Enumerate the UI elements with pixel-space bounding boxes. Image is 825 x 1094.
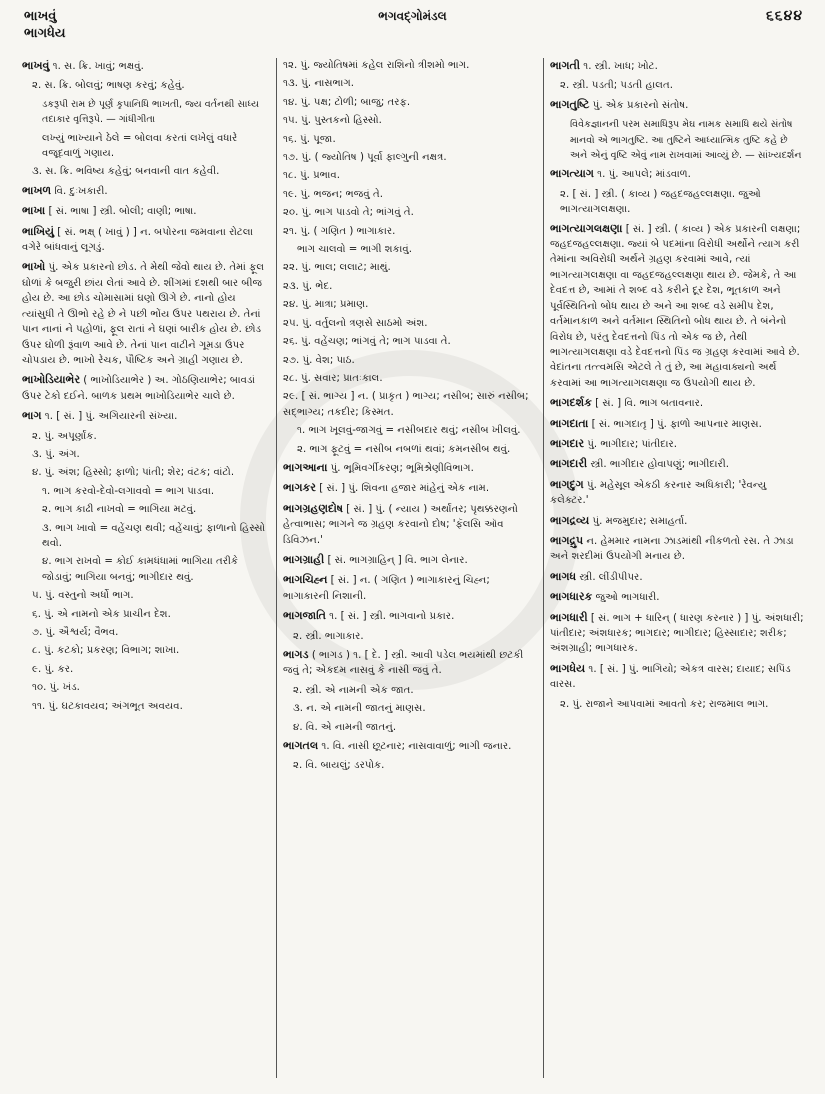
dictionary-entry (283, 647, 537, 679)
definition-text: ૧. સ. ક્રિ. ખાવું; ભક્ષવું. (52, 61, 144, 72)
dictionary-entry (550, 166, 805, 182)
headword: ભાગગ્રહણદોષ (283, 501, 344, 515)
page-number: ૬૬૪૪ (765, 8, 803, 24)
definition-text: ૨૮. પું. સવાર; પ્રાતઃકાલ. (283, 372, 383, 384)
definition-text: ૧. સ્ત્રી. ખાધ; ખોટ. (583, 61, 658, 72)
entry-sense (283, 132, 537, 147)
entry-sense (283, 316, 537, 331)
entry-sense (283, 353, 537, 368)
definition-text: ૧૯. પું. ભજન; ભજવું તે. (283, 188, 383, 200)
definition-text: ૬. પું. એ નામનો એક પ્રાચીન દેશ. (32, 608, 171, 620)
definition-text: વિવેકજ્ઞાનની પરમ સમાધિરૂપ મેઘ નામક સમાધિ થયે સંતોષ માનવો એ ભાગતુષ્ટિ. આ તુષ્ટિને આધ્યાત્મિક તુષ્ટિ કહે છે અને એનું વૃષ્ટિ એવું નામ રાખવામાં આવ્યું છે. — સાંખ્યદર્શન (570, 119, 802, 162)
definition-text: [ સં. ભક્ષ્ ( ખાવું ) ] ન. બપોરના જમવાના રોટલા વગેરે બાંધવાનું લૂગડું. (22, 226, 254, 254)
definition-text: ૫. પું. વસ્તુનો અર્ધો ભાગ. (32, 590, 134, 602)
headword: ભાખળ (22, 183, 52, 197)
entry-sense (22, 521, 270, 552)
entry-sense (283, 150, 537, 165)
definition-text: ૧. પું. આપલે; માંડવાળ. (597, 169, 691, 181)
definition-text: ૩. પું. અંગ. (32, 448, 80, 460)
dictionary-entry (22, 203, 270, 219)
entry-sense (22, 643, 270, 658)
headword: ભાગકર (283, 481, 316, 495)
definition-text: [ સં. ભાગદાતૃ ] પું. ફાળો આપનાર માણસ. (591, 418, 762, 430)
definition-text: ૨. ભાગ કાઢી નાખવો = ભાગિયા મટવું. (42, 504, 197, 516)
headword: ભાગચિહ્ન (283, 573, 328, 587)
headword: ભાખિયું (22, 224, 55, 238)
entry-sense (22, 680, 270, 695)
guide-word-last: ભાગધેય (24, 26, 66, 41)
entry-sense (550, 117, 805, 163)
definition-text: સ્ત્રી. ભાગીદાર હોવાપણું; ભાગીદારી. (590, 459, 729, 471)
dictionary-entry (550, 589, 805, 605)
entry-sense (283, 187, 537, 202)
definition-text: [ સં. ] પું. ( ન્યાય ) અર્થાંતર; પૃથક્કરણનો હેત્વાભાસ; ભાગને જ ગ્રહણ કરવાનો દોષ; 'ફૅલસિ ઑવ ડિવિઝન.' (283, 503, 518, 546)
definition-text: [ સં. ભાષા ] સ્ત્રી. બોલી; વાણી; ભાષા. (48, 206, 197, 218)
definition-text: વિ. દુઃખકારી. (54, 185, 108, 197)
entry-sense (550, 78, 805, 93)
headword: ભાગડ (283, 648, 309, 661)
definition-text: ૪. વિ. એ નામની જાતનું. (293, 721, 397, 733)
headword: ભાગદારી (550, 457, 588, 471)
definition-text: [ સં. ભાગગ્રાહિન્ ] વિ. ભાગ લેનાર. (327, 554, 468, 566)
definition-text: ૧. [ સં. ] સ્ત્રી. ભાગવાનો પ્રકાર. (329, 611, 455, 623)
page-header (0, 0, 825, 52)
definition-text: ૧. ભાગ કરવો-દેવો-લગાવવો = ભાગ પાડવા. (42, 485, 215, 497)
entry-sense (22, 625, 270, 640)
column-1 (22, 58, 270, 1088)
definition-text: ૨૪. પું. માત્રા; પ્રમાણ. (283, 299, 369, 311)
entry-sense (283, 371, 537, 386)
definition-text: [ સં. ] પું. શિવના હજાર માંહેનું એક નામ. (319, 483, 490, 495)
dictionary-entry (550, 97, 805, 113)
headword: ભાગધારી (550, 610, 588, 624)
entry-sense (22, 699, 270, 714)
headword: ભાગદર્શક (550, 396, 592, 410)
definition-text: પું. ભૂમિવર્ગીકરણ; ભૂમિશ્રેણીવિભાગ. (330, 462, 474, 474)
definition-text: ડકરૂપી રામ છે પૂર્ણ કૃપાનિધિ ભાખતી, જ્ય વર્તનથી સાધ્ય તદાકાર વૃત્તિરૂપે. — ગાંધીગીતા (42, 98, 260, 126)
entry-sense (283, 224, 537, 239)
dictionary-entry (550, 436, 805, 452)
entry-sense (283, 279, 537, 294)
definition-text: ૧૫. પું. પુસ્તકનો હિસ્સો. (283, 115, 382, 127)
headword: ભાગદુગ (550, 477, 584, 491)
definition-text: ૨૦. પું. ભાગ પાડવો તે; ભાંગવું તે. (283, 207, 414, 219)
dictionary-entry (22, 259, 270, 368)
definition-text: ૨. વિ. બાયલું; ડરપોક. (293, 760, 385, 772)
entry-sense (22, 447, 270, 462)
definition-text: ૨. સ્ત્રી. પડતી; પડતી હાલત. (560, 80, 673, 92)
dictionary-entry (283, 480, 537, 496)
entry-sense (283, 168, 537, 183)
entry-sense (283, 205, 537, 220)
entry-sense (283, 758, 537, 773)
entry-sense (550, 697, 805, 712)
definition-text: ૨૧. પું. ( ગણિત ) ભાગાકાર. (283, 225, 396, 237)
headword: ભાગત્યાગલક્ષણા (550, 221, 623, 235)
definition-text: [ સં. ] વિ. ભાગ બતાવનાર. (595, 398, 704, 410)
definition-text: ૨. પું. અપૂર્ણાંક. (32, 430, 97, 442)
entry-sense (22, 131, 270, 162)
entry-sense (283, 701, 537, 716)
dictionary-entry (550, 416, 805, 432)
dictionary-entry (550, 477, 805, 509)
entry-sense (283, 260, 537, 275)
dictionary-entry (283, 552, 537, 568)
dictionary-entry (283, 608, 537, 624)
definition-text: ૮. પું. કટકો; પ્રકરણ; વિભાગ; શાખા. (32, 645, 180, 657)
entry-sense (550, 187, 805, 218)
definition-text: ૪. ભાગ રાખવો = કોઈ કામધંધામાં ભાગિયા તરીકે જોડાવું; ભાગિયા બનવું; ભાગીદાર થવું. (42, 556, 239, 583)
entry-sense (283, 58, 537, 73)
entry-sense (283, 76, 537, 91)
definition-text: ૨. સ્ત્રી. ભાગાકાર. (293, 630, 364, 642)
column-2 (283, 58, 537, 1088)
headword: ભાગ (22, 409, 42, 423)
dictionary-entry (550, 221, 805, 391)
dictionary-entry (283, 501, 537, 548)
column-divider (543, 58, 544, 1078)
dictionary-entry (550, 58, 805, 74)
definition-text: ૨૯. [ સં. ભાગ્ય ] ન. ( પ્રાકૃત ) ભાગ્ય; નસીબ; સારું નસીબ; સદ્ભાગ્ય; તકદીર; કિસ્મત. (283, 391, 529, 418)
definition-text: ૧૭. પું. ( જ્યોતિષ ) પૂર્વા ફાલ્ગુની નક્ષત્ર. (283, 152, 447, 164)
definition-text: ૨૬. પું. વહેંચણ; ભાંગવું તે; ભાગ પાડવા તે. (283, 336, 451, 348)
dictionary-entry (22, 58, 270, 74)
definition-text: ૨. પું. રાજાને આપવામાં આવતો કર; રાજમાલ ભાગ. (560, 698, 769, 710)
headword: ભાગતલ (283, 739, 319, 753)
headword: ભાગઆના (283, 460, 328, 474)
definition-text: ૪. પું. અંશ; હિસ્સો; ફાળો; પાંતી; શેર; વંટક; વાંટો. (32, 467, 235, 479)
definition-text: પું. ભાગીદાર; પાંતીદાર. (587, 438, 677, 450)
definition-text: જુઓ ભાગધારી. (595, 592, 660, 604)
definition-text: ૨. સ. ક્રિ. બોલવું; ભાષણ કરવું; કહેવું. (32, 80, 185, 92)
entry-sense (22, 662, 270, 677)
definition-text: [ સં. ભાગ + ધારિન્ ( ધારણ કરનાર ) ] પું. અંશધારી; પાંતીદાર; અંશધારક; ભાગદાર; ભાગીદાર; હિસ્સાદાર; શરીક; અંશગ્રાહી; ભાગધારક. (550, 612, 804, 655)
definition-text: સ્ત્રી. લીંડીપીપર. (579, 571, 643, 583)
headword: ભાગદાર (550, 436, 585, 450)
definition-text: ૨. ભાગ ફૂટવું = નસીબ નબળાં થવાં; કમનસીબ થવું. (297, 443, 511, 455)
headword: ભાગધ (550, 569, 577, 583)
dictionary-entry (283, 460, 537, 476)
definition-text: પું. મજમુદાર; સમાહર્તા. (592, 515, 688, 527)
definition-text: ૩. ભાગ ખાવો = વહેંચણ થવી; વહેંચાવું; ફાળાનો હિસ્સો થવો. (42, 522, 266, 549)
definition-text: ૨૫. પું. વર્તુલનો ત્રણસે સાઠમો અંશ. (283, 317, 428, 329)
headword: ભાખા (22, 204, 46, 218)
definition-text: ભાગ ચાલવો = ભાગી શકાવું. (297, 244, 412, 256)
headword: ભાગજાતિ (283, 609, 326, 623)
dictionary-entry (550, 533, 805, 565)
entry-sense (283, 629, 537, 644)
dictionary-entry (550, 661, 805, 693)
definition-text: ૩. સ. ક્રિ. ભવિષ્ય કહેવું; બનવાની વાત કહેવી. (32, 166, 220, 178)
entry-sense (22, 465, 270, 480)
definition-text: ૨. સ્ત્રી. એ નામની એક જાત. (293, 684, 414, 696)
headword: ભાગત્યાગ (550, 167, 594, 181)
definition-text: [ સં. ] ન. ( ગણિત ) ભાગાકારનું ચિહ્ન; ભાગાકારની નિશાની. (283, 575, 490, 602)
dictionary-entry (22, 372, 270, 404)
entry-sense (283, 242, 537, 257)
headword: ભાગતી (550, 59, 580, 72)
entry-sense (283, 334, 537, 349)
column-3 (550, 58, 805, 1088)
running-title: ભગવદ્ગોમંડલ (378, 9, 447, 23)
definition-text: ન. હેમમાર નામના ઝાડમાંથી નીકળતો રસ. તે ઝાડા અને શરદીમાં ઉપયોગી મનાય છે. (550, 535, 794, 563)
definition-text: ૩. ન. એ નામની જાતનું માણસ. (293, 703, 426, 715)
dictionary-entry (22, 224, 270, 256)
definition-text: ૧૩. પું. નાસભાગ. (283, 78, 354, 90)
definition-text: ૯. પું. કર. (32, 663, 74, 675)
definition-text: ૭. પું. ઐશ્વર્ય; વૈભવ. (32, 627, 119, 638)
headword: ભાખવું (22, 59, 50, 72)
dictionary-entry (22, 183, 270, 199)
entry-sense (22, 554, 270, 585)
definition-text: ૧. વિ. નાસી છૂટનાર; નાસવાવાળું; ભાગી જનાર. (321, 741, 512, 753)
dictionary-entry (550, 513, 805, 529)
definition-text: ૨૭. પું. વેશ; પાઠ. (283, 354, 355, 366)
headword: ભાગધારક (550, 590, 593, 604)
definition-text: ૧. [ સં. ] પું. અગિયારની સંખ્યા. (44, 411, 178, 423)
definition-text: પું. એક પ્રકારનો છોડ. તે મેથી જેવો થાય છે. તેમાં ફૂલ ઘોળાં કે બજુરી છાંય લેતાં આવે છે. શીંગમાં દશથી બાર બીજ હોય છે. આ છોડ ચોમાસામાં ઘણો ઊગે છે. નાનો હોય ત્યાંસુધી તે ઊભો રહે છે ને પછી ભોંય ઉપર પથરાય છે. તેનાં પાન નાનાં ને પહોળાં, ફૂલ રાતાં ને ઘણાં બારીક હોય છે. છોડ ઉપર ઘોળી રૂંવાળ આવે છે. તેનાં પાન વાટીને ગૂમડા ઉપર ચોપડાય છે. ભાખો રેચક, પૌષ્ટિક અને ગ્રાહી ગણાય છે. (22, 262, 265, 366)
headword: ભાગદ્રુપ (550, 533, 584, 547)
entry-sense (283, 297, 537, 312)
guide-word-first: ભાખવું (24, 9, 57, 24)
dictionary-entry (550, 456, 805, 472)
entry-sense (283, 389, 537, 420)
definition-text: ૧૬. પું. પૂજા. (283, 133, 336, 145)
entry-sense (22, 484, 270, 499)
definition-text: ( ભાખોડિયાભેર ) અ. ગોઠણિયાભેર; બાવડાં ઉપર ટેકો દઈને. બાળક પ્રથમ ભાખોડિયાભેર ચાલે છે. (22, 375, 256, 402)
definition-text: ૧. [ સં. ] પું. ભાગિયો; એકત્ર વારસ; દાયાદ; સપિંડ વારસ. (550, 663, 791, 691)
guide-words (24, 8, 66, 42)
dictionary-entry (283, 738, 537, 754)
definition-text: ૧. ભાગ ખૂલવું-જાગવું = નસીબદાર થવું; નસીબ ખીલવું. (297, 425, 521, 437)
definition-text: પું. મહેસૂલ એકઠી કરનાર અધિકારી; 'રેવન્યુ કલેક્ટર.' (550, 479, 767, 507)
definition-text: ૧૧. પું. ઘટકાવયવ; અંગભૂત અવયવ. (32, 700, 183, 712)
definition-text: [ સં. ] સ્ત્રી. ( કાવ્ય ) એક પ્રકારની લક્ષણા; જહદજહલ્લક્ષણા. જ્યાં બે પદમાંના વિરોધી અર્થોને ત્યાગ કરી તેમાંના અવિરોધી અર્થને ગ્રહણ કરવામાં આવે, ત્યાં ભાગત્યાગલક્ષણા વા જહદજહલ્લક્ષણા થાય છે. જેમકે, તે આ દેવદત્ત છે, આમાં તે શબ્દ વડે કરીને દૂર દેશ, ભૂતકાળ અને પૂર્વસ્થિતિનો બોધ થાય છે અને આ શબ્દ વડે સમીપ દેશ, વર્તમાનકાળ અને વર્તમાન સ્થિતિનો બોધ થાય છે. તે બંનેનો વિરોધ છે, પરંતુ દેવદત્તનો પિંડ તો એક જ છે, તેથી ભાગત્યાગલક્ષણા વડે દેવદત્તનો પિંડ જ ગ્રહણ કરવામાં આવે છે. વેદાંતના તત્ત્વમસિ એટલે તે તું છે, આ મહાવાક્યનો અર્થ કરવામાં આ ભાગત્યાગલક્ષણા જ ઉપયોગી થાય છે. (550, 223, 801, 389)
dictionary-entry (550, 610, 805, 657)
dictionary-entry (283, 572, 537, 604)
definition-text: ૧૪. પું. પક્ષ; ટોળી; બાજુ; તરફ. (283, 96, 411, 108)
headword: ભાખોડિયાભેર (22, 373, 81, 387)
headword: ભાગગ્રાહી (283, 552, 325, 566)
definition-text: લખ્યું ભાખ્યાને ઠેલે = બોલવા કરતાં લખેલું વધારે વજૂદવાળું ગણાય. (42, 132, 238, 160)
headword: ભાગધેય (550, 661, 586, 675)
definition-text: ૧૮. પું. પ્રભાવ. (283, 170, 341, 182)
headword: ભાખો (22, 260, 46, 274)
definition-text: પું. એક પ્રકારનો સંતોષ. (592, 99, 689, 111)
entry-sense (22, 429, 270, 444)
entry-sense (283, 720, 537, 735)
entry-sense (22, 78, 270, 93)
column-divider (276, 58, 277, 1078)
entry-sense (22, 607, 270, 622)
entry-sense (22, 502, 270, 517)
headword: ભાગતુષ્ટિ (550, 97, 590, 111)
entry-sense (283, 442, 537, 457)
entry-sense (22, 97, 270, 128)
entry-sense (22, 164, 270, 179)
definition-text: ૨૨. પું. ભાલ; લલાટ; માથું. (283, 262, 391, 274)
entry-sense (283, 95, 537, 110)
entry-sense (283, 683, 537, 698)
entry-sense (22, 588, 270, 603)
dictionary-entry (550, 569, 805, 585)
headword: ભાગદ્રવ્ય (550, 513, 590, 527)
definition-text: ૨૩. પું. ભેદ. (283, 280, 333, 292)
dictionary-entry (550, 395, 805, 411)
dictionary-entry (22, 408, 270, 424)
definition-text: ૧૦. પું. ખંડ. (32, 682, 80, 694)
definition-text: ૨. [ સં. ] સ્ત્રી. ( કાવ્ય ) જહદજહલ્લક્ષણા. જુઓ ભાગત્યાગલક્ષણા. (560, 188, 761, 216)
definition-text: ૧૨. પું. જ્યોતિષમાં કહેલ રાશિનો ત્રીશમો ભાગ. (283, 60, 470, 71)
entry-sense (283, 113, 537, 128)
headword: ભાગદાતા (550, 416, 589, 430)
entry-sense (283, 423, 537, 438)
definition-text: ( ભાગડ ) ૧. [ દે. ] સ્ત્રી. આવી પડેલ ભયમાંથી છટકી જવું તે; એકદમ નાસવું કે નાસી જવું તે. (283, 650, 524, 677)
